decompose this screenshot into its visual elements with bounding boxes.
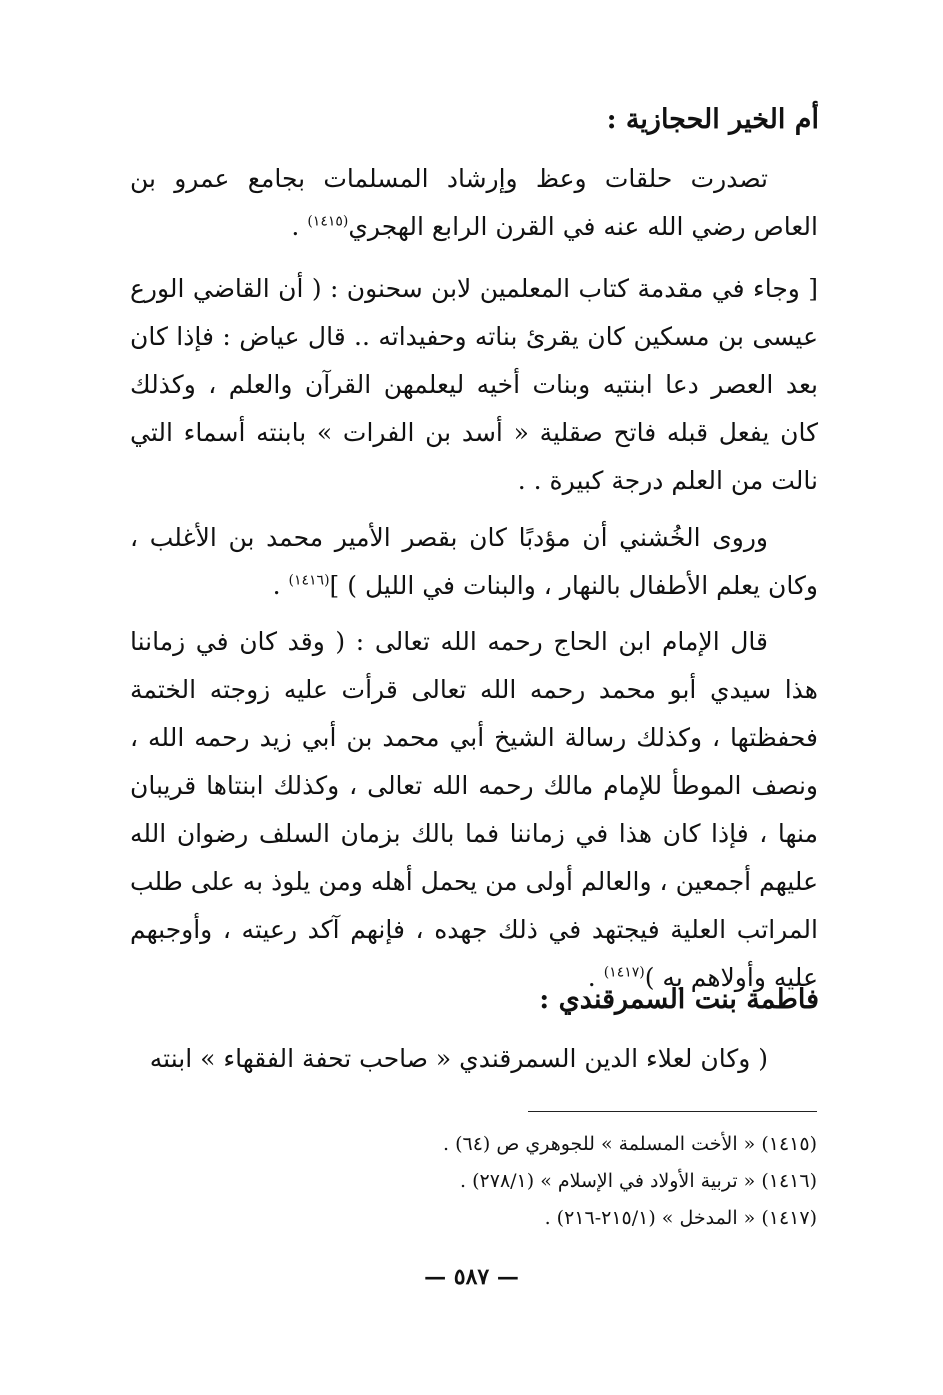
paragraph-3-text: وروى الخُشني أن مؤدبًا كان بقصر الأمير محمد بن الأغلب ، وكان يعلم الأطفال بالنهار ، والبنات في الليل ) ] bbox=[130, 523, 818, 600]
footnote-separator bbox=[528, 1111, 817, 1112]
paragraph-4-text: قال الإمام ابن الحاج رحمه الله تعالى : ( وقد كان في زماننا هذا سيدي أبو محمد رحمه الله تعالى قرأت عليه زوجته الختمة فحفظتها ، وكذلك رسالة الشيخ أبي محمد بن أبي زيد رحمه الله ، ونصف الموطأ للإمام مالك رحمه الله تعالى ، وكذلك ابنتاها قريبان منها ، فإذا كان هذا في زماننا فما بالك بزمان السلف رضوان الله عليهم أجمعين ، والعالم أولى من يحمل أهله ومن يلوذ به على طلب المراتب العلية فيجتهد في ذلك جهده ، فإنهم آكد رعيته ، وأوجبهم عليه وأولاهم به ) bbox=[130, 627, 818, 992]
page-number: — ٥٨٧ — bbox=[424, 1264, 519, 1290]
section-heading-umm-al-khair: أم الخير الحجازية : bbox=[606, 104, 819, 135]
paragraph-4 bbox=[130, 618, 818, 1002]
footnote-ref-1416[interactable]: (١٤١٦) bbox=[288, 572, 330, 589]
footnote-1416: (١٤١٦) « تربية الأولاد في الإسلام » (٢٧٨/١) . bbox=[460, 1170, 817, 1192]
paragraph-1-end: . bbox=[291, 212, 308, 241]
footnotes bbox=[300, 1126, 817, 1237]
paragraph-5-text: ( وكان لعلاء الدين السمرقندي « صاحب تحفة الفقهاء » ابنته bbox=[149, 1044, 768, 1073]
section-heading-fatima: فاطمة بنت السمرقندي : bbox=[539, 984, 819, 1015]
paragraph-3-end: . bbox=[272, 571, 289, 600]
paragraph-5 bbox=[130, 1035, 818, 1083]
footnote-ref-1417[interactable]: (١٤١٧) bbox=[603, 964, 645, 981]
paragraph-4-end: . bbox=[587, 963, 604, 992]
footnote-1415: (١٤١٥) « الأخت المسلمة » للجوهري ص (٦٤) . bbox=[442, 1133, 817, 1155]
paragraph-1-text: تصدرت حلقات وعظ وإرشاد المسلمات بجامع عمرو بن العاص رضي الله عنه في القرن الرابع الهجري bbox=[130, 164, 818, 241]
footnote-1417: (١٤١٧) « المدخل » (٢١٥/١-٢١٦) . bbox=[544, 1207, 817, 1229]
footnote-ref-1415[interactable]: (١٤١٥) bbox=[307, 213, 349, 230]
paragraph-2: [ وجاء في مقدمة كتاب المعلمين لابن سحنون : ( أن القاضي الورع عيسى بن مسكين كان يقرئ بناته وحفيداته .. قال عياض : فإذا كان بعد العصر دعا ابنتيه وبنات أخيه ليعلمهن القرآن والعلم ، وكذلك كان يفعل قبله فاتح صقلية « أسد بن الفرات » بابنته أسماء التي نالت من العلم درجة كبيرة . . bbox=[130, 274, 818, 495]
paragraph-3 bbox=[130, 514, 818, 610]
paragraph-1 bbox=[130, 155, 818, 251]
